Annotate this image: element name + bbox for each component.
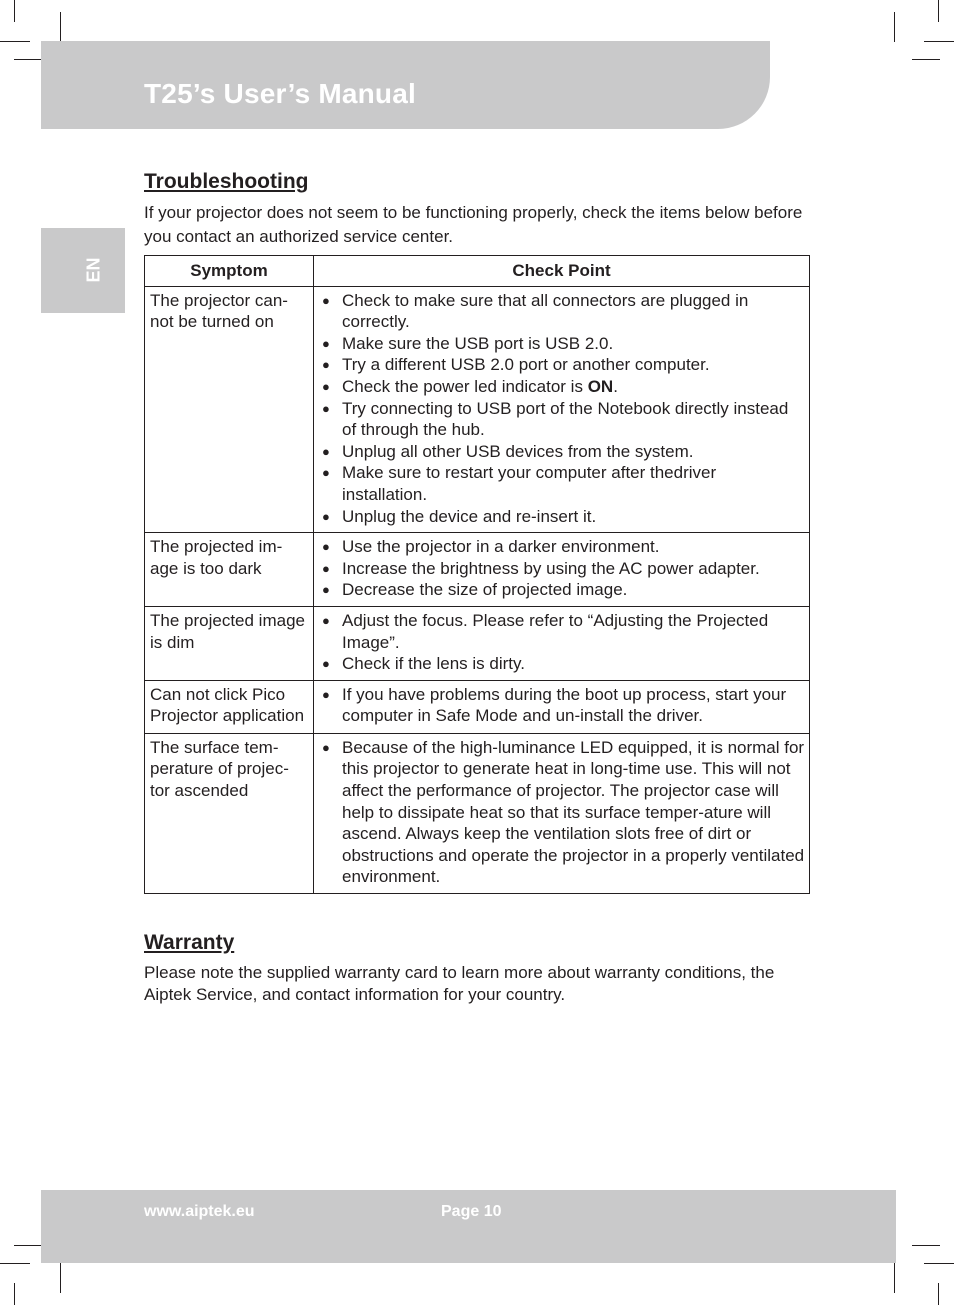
check-item — [322, 684, 805, 727]
bullet-icon: ● — [322, 335, 330, 351]
crop-mark — [60, 12, 61, 42]
crop-mark — [14, 0, 15, 22]
check-item — [322, 376, 805, 398]
page-number: Page 10 — [441, 1203, 502, 1220]
check-item — [322, 333, 805, 355]
check-text: If you have problems during the boot up process, start your computer in Safe Mode and un-install the driver. — [342, 684, 787, 726]
table-row — [145, 733, 810, 893]
bullet-icon: ● — [322, 465, 330, 481]
check-text: Unplug the device and re-insert it. — [342, 506, 597, 526]
footer-url: www.aiptek.eu — [144, 1203, 255, 1220]
check-item — [322, 441, 805, 463]
check-item — [322, 462, 805, 505]
table-row — [145, 680, 810, 733]
troubleshooting-table — [144, 255, 810, 894]
check-text: Make sure the USB port is USB 2.0. — [342, 333, 614, 353]
crop-mark — [14, 59, 42, 60]
check-list — [322, 684, 805, 727]
check-item — [322, 737, 805, 888]
bullet-icon: ● — [322, 378, 330, 394]
crop-mark — [14, 1283, 15, 1305]
check-list — [322, 536, 805, 601]
bullet-icon: ● — [322, 292, 330, 308]
troubleshooting-heading: Troubleshooting — [144, 170, 309, 193]
check-item — [322, 558, 805, 580]
table-row — [145, 533, 810, 607]
bullet-icon: ● — [322, 443, 330, 459]
bullet-icon: ● — [322, 508, 330, 524]
bullet-icon: ● — [322, 612, 330, 628]
check-text: Try connecting to USB port of the Notebook directly instead of through the hub. — [342, 398, 789, 440]
check-item — [322, 290, 805, 333]
check-list — [322, 610, 805, 675]
check-point-cell — [314, 533, 810, 607]
bullet-icon: ● — [322, 656, 330, 672]
check-point-cell — [314, 286, 810, 533]
symptom-cell: The projector can-not be turned on — [145, 286, 314, 533]
table-row — [145, 606, 810, 680]
crop-mark — [0, 1263, 30, 1264]
check-item — [322, 506, 805, 528]
column-header-symptom: Symptom — [145, 256, 314, 287]
crop-mark — [938, 0, 939, 22]
symptom-cell: Can not click Pico Projector application — [145, 680, 314, 733]
check-item — [322, 610, 805, 653]
bullet-icon: ● — [322, 357, 330, 373]
check-text: Adjust the focus. Please refer to “Adjusting the Projected Image”. — [342, 610, 769, 652]
check-item — [322, 579, 805, 601]
warranty-heading: Warranty — [144, 931, 235, 954]
bullet-icon: ● — [322, 686, 330, 702]
check-list — [322, 737, 805, 888]
bullet-icon: ● — [322, 739, 330, 755]
crop-mark — [938, 1283, 939, 1305]
check-text: Make sure to restart your computer after thedriver installation. — [342, 463, 717, 504]
check-text: Check to make sure that all connectors are plugged in correctly. — [342, 290, 749, 332]
bullet-icon: ● — [322, 582, 330, 598]
page-title: T25’s User’s Manual — [144, 78, 416, 109]
check-text: Increase the brightness by using the AC power adapter. — [342, 558, 760, 578]
symptom-cell: The projected im-age is too dark — [145, 533, 314, 607]
check-text: Decrease the size of projected image. — [342, 580, 628, 600]
check-list — [322, 290, 805, 528]
crop-mark — [924, 1263, 954, 1264]
crop-mark — [894, 1263, 895, 1293]
crop-mark — [60, 1263, 61, 1293]
symptom-cell: The projected image is dim — [145, 606, 314, 680]
warranty-text: Please note the supplied warranty card to learn more about warranty conditions, the Aiptek Service, and contact information for your country. — [144, 963, 775, 1004]
check-text: Use the projector in a darker environment. — [342, 537, 660, 557]
table-row — [145, 286, 810, 533]
symptom-cell: The surface tem-perature of projec-tor ascended — [145, 733, 314, 893]
footer-band — [41, 1190, 896, 1263]
bullet-icon: ● — [322, 539, 330, 555]
bullet-icon: ● — [322, 400, 330, 416]
check-text: Check if the lens is dirty. — [342, 654, 525, 674]
check-point-cell — [314, 733, 810, 893]
check-text: Check the power led indicator is ON. — [342, 376, 618, 396]
check-item — [322, 354, 805, 376]
check-item — [322, 398, 805, 441]
check-point-cell — [314, 680, 810, 733]
check-text: Because of the high-luminance LED equipped, it is normal for this projector to generate heat in long-time use. This will not affect the performance of projector. The projector case will help to dissipate heat so that its surface temper-ature will ascend. Always keep the ventilation slots free of dirt or obstructions and operate the projector in a properly ventilated environment. — [342, 737, 805, 887]
check-text: Try a different USB 2.0 port or another computer. — [342, 355, 710, 375]
language-label: EN — [83, 257, 104, 283]
check-item — [322, 536, 805, 558]
check-point-cell — [314, 606, 810, 680]
column-header-check-point: Check Point — [314, 256, 810, 287]
crop-mark — [894, 12, 895, 42]
check-item — [322, 653, 805, 675]
crop-mark — [912, 1245, 940, 1246]
troubleshooting-intro: If your projector does not seem to be functioning properly, check the items below before you contact an authorized service center. — [144, 203, 803, 246]
crop-mark — [0, 41, 30, 42]
bullet-icon: ● — [322, 560, 330, 576]
crop-mark — [912, 59, 940, 60]
table-header-row — [145, 256, 810, 287]
crop-mark — [14, 1245, 42, 1246]
check-text: Unplug all other USB devices from the system. — [342, 441, 694, 461]
crop-mark — [924, 41, 954, 42]
